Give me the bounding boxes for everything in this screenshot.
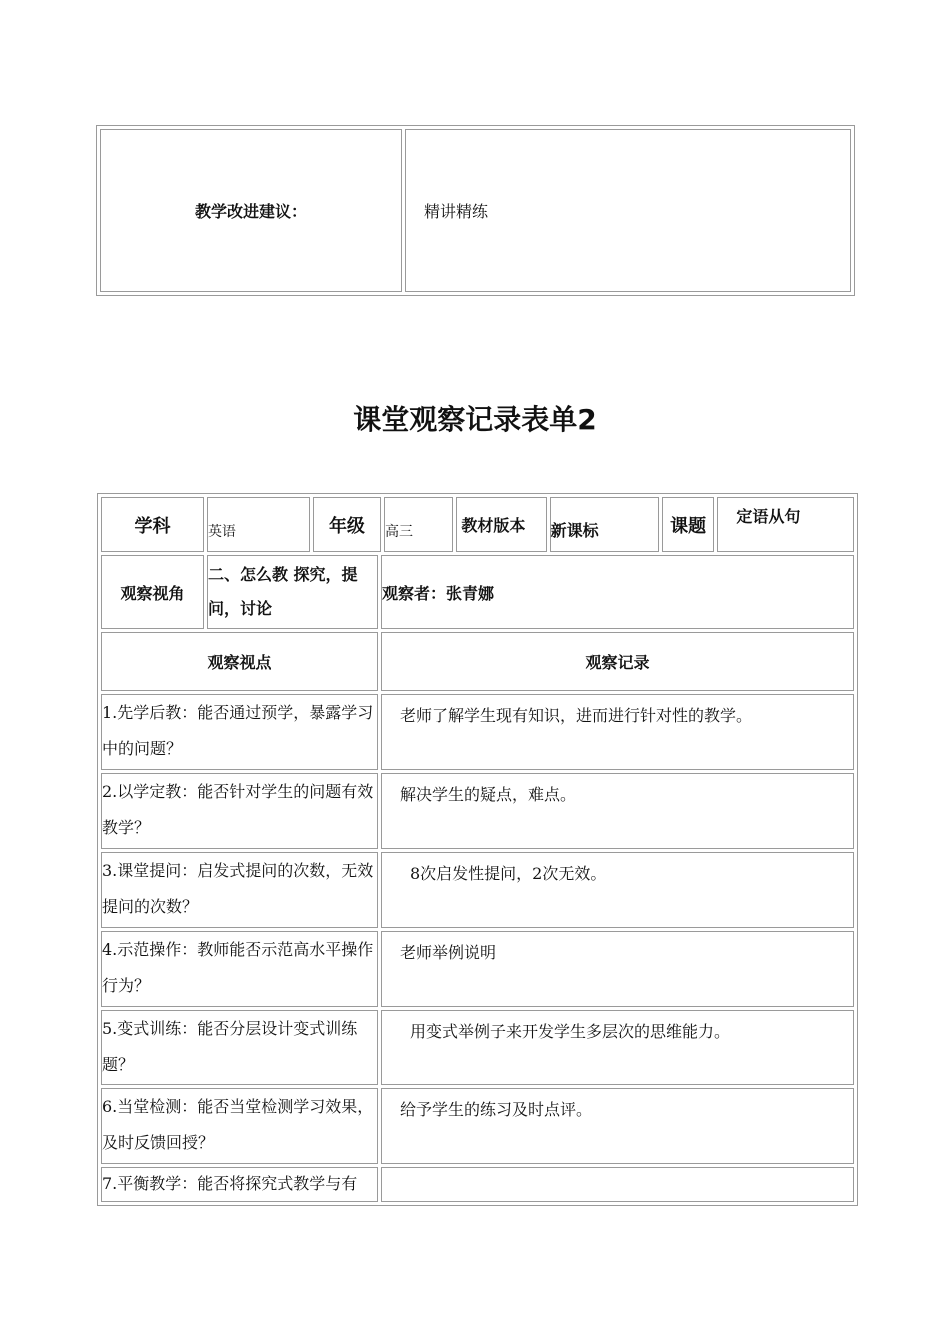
points-column-header: 观察视点 <box>101 632 378 691</box>
improvement-table <box>96 125 855 296</box>
table-row <box>101 1088 854 1164</box>
table-row <box>101 694 854 770</box>
observer: 观察者：张青娜 <box>381 555 854 629</box>
table-row <box>101 773 854 849</box>
perspective-row <box>101 555 854 629</box>
subject-label: 学科 <box>101 497 204 552</box>
observation-table <box>97 493 858 1206</box>
point-cell: 4.示范操作：教师能否示范高水平操作行为？ <box>101 931 378 1007</box>
column-header-row <box>101 632 854 691</box>
table-row <box>101 1167 854 1202</box>
record-cell: 8次启发性提问，2次无效。 <box>381 852 854 928</box>
form-title: 课堂观察记录表单2 <box>353 403 597 436</box>
grade-label: 年级 <box>313 497 381 552</box>
record-cell: 老师举例说明 <box>381 931 854 1007</box>
textbook-label: 教材版本 <box>456 497 546 552</box>
record-cell: 给予学生的练习及时点评。 <box>381 1088 854 1164</box>
point-cell: 2.以学定教：能否针对学生的问题有效教学？ <box>101 773 378 849</box>
record-cell: 老师了解学生现有知识，进而进行针对性的教学。 <box>381 694 854 770</box>
table-row <box>101 1010 854 1086</box>
records-column-header: 观察记录 <box>381 632 854 691</box>
point-cell: 5.变式训练：能否分层设计变式训练题？ <box>101 1010 378 1086</box>
record-cell: 用变式举例子来开发学生多层次的思维能力。 <box>381 1010 854 1086</box>
improvement-value: 精讲精练 <box>405 129 851 292</box>
table-row <box>101 931 854 1007</box>
point-cell: 3.课堂提问：启发式提问的次数，无效提问的次数？ <box>101 852 378 928</box>
point-cell: 6.当堂检测：能否当堂检测学习效果，及时反馈回授？ <box>101 1088 378 1164</box>
perspective-label: 观察视角 <box>101 555 204 629</box>
record-cell: 解决学生的疑点，难点。 <box>381 773 854 849</box>
header-row <box>101 497 854 552</box>
subject-value: 英语 <box>207 497 310 552</box>
topic-value: 定语从句 <box>717 497 854 552</box>
grade-value: 高三 <box>384 497 453 552</box>
point-cell: 1.先学后教：能否通过预学，暴露学习中的问题？ <box>101 694 378 770</box>
textbook-value: 新课标 <box>550 497 659 552</box>
topic-label: 课题 <box>662 497 715 552</box>
perspective-value: 二、怎么教 探究，提问，讨论 <box>207 555 378 629</box>
record-cell <box>381 1167 854 1202</box>
improvement-label: 教学改进建议： <box>100 129 402 292</box>
point-cell: 7.平衡教学：能否将探究式教学与有 <box>101 1167 378 1202</box>
table-row <box>101 852 854 928</box>
